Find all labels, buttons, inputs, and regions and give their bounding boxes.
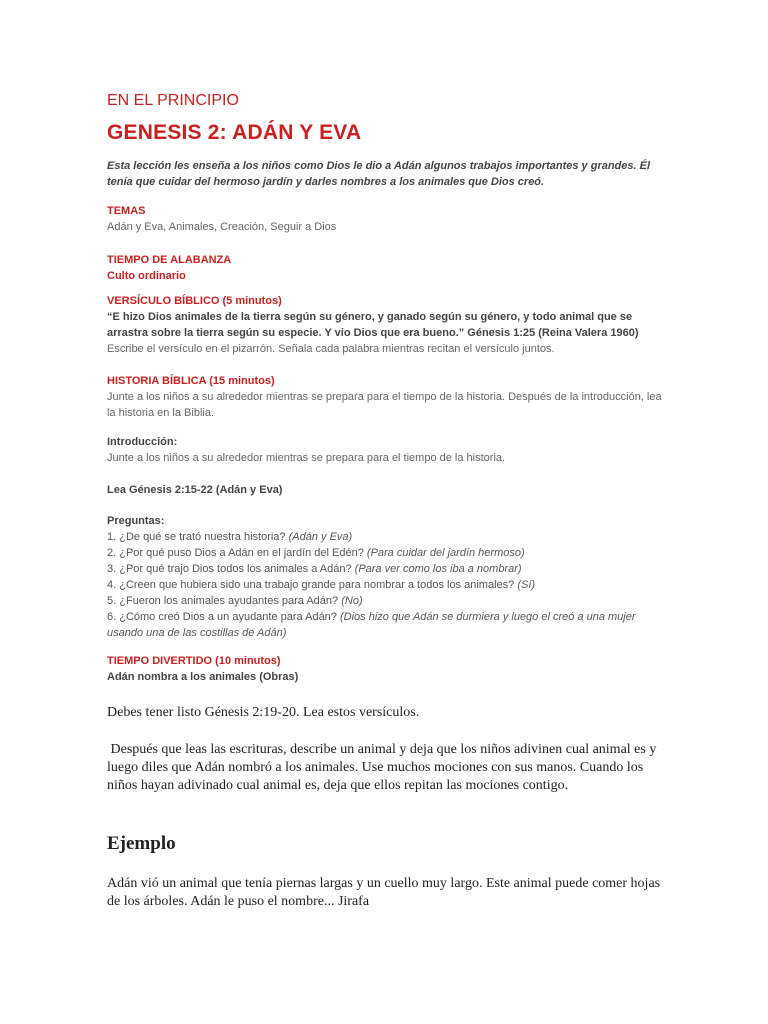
versiculo-verse: “E hizo Dios animales de la tierra según su género, y ganado según su género, y todo animal que se arrastra sobre la tierra según su especie. Y vio Dios que era bueno.” Génesis 1:25 (Reina Valera 1960) (107, 311, 639, 339)
question-item: 1. ¿De qué se trató nuestra historia? (Adán y Eva) (107, 531, 353, 543)
temas-heading: TEMAS (107, 205, 146, 217)
question-list (107, 529, 667, 641)
historia-text: Junte a los niños a su alrededor mientras se prepara para el tiempo de la historia. Después de la introducción, lea la historia en la Biblia. (107, 391, 662, 419)
question-answer: (Sí) (517, 579, 536, 591)
divertido-heading: TIEMPO DIVERTIDO (10 minutos) (107, 655, 281, 667)
alabanza-heading: TIEMPO DE ALABANZA (107, 254, 232, 266)
question-answer: (Dios hizo que Adán se durmiera y luego el creó a una mujer usando una de las costillas de Adán) (107, 611, 636, 639)
section-historia (107, 373, 667, 421)
section-introduccion (107, 434, 667, 466)
series-kicker: EN EL PRINCIPIO (107, 92, 239, 109)
historia-heading: HISTORIA BÍBLICA (15 minutos) (107, 375, 275, 387)
question-answer: (Adán y Eva) (288, 531, 353, 543)
section-lea (107, 482, 667, 498)
ejemplo-text: Adán vió un animal que tenía piernas largas y un cuello muy largo. Este animal puede comer hojas de los árboles. Adán le puso el nombre... Jirafa (107, 876, 661, 909)
section-divertido (107, 653, 667, 685)
question-answer: (Para cuidar del jardín hermoso) (366, 547, 525, 559)
section-alabanza (107, 252, 667, 284)
question-item: 6. ¿Cómo creó Dios a un ayudante para Adán? (Dios hizo que Adán se durmiera y luego el creó a una mujer usando una de las costillas de Adán) (107, 611, 636, 639)
versiculo-heading: VERSÍCULO BÍBLICO (5 minutos) (107, 295, 282, 307)
lesson-title: GENESIS 2: ADÁN Y EVA (107, 121, 362, 144)
alabanza-sub: Culto ordinario (107, 270, 186, 282)
temas-text: Adán y Eva, Animales, Creación, Seguir a Dios (107, 221, 337, 233)
section-preguntas (107, 513, 667, 641)
lesson-intro: Esta lección les enseña a los niños como Dios le dio a Adán algunos trabajos importantes y grandes. Él tenía que cuidar del hermoso jardín y darles nombres a los animales que Dios creó. (107, 160, 651, 188)
preguntas-heading: Preguntas: (107, 515, 165, 527)
section-temas (107, 203, 667, 235)
introduccion-heading: Introducción: (107, 436, 178, 448)
body-paragraph-2: Después que leas las escrituras, describe un animal y deja que los niños adivinen cual animal es y luego diles que Adán nombró a los animales. Use muchos mociones con sus manos. Cuando los niños hayan adivinado cual animal es, deja que ellos repitan las mociones contigo. (107, 742, 660, 793)
question-item: 4. ¿Creen que hubiera sido una trabajo grande para nombrar a todos los animales? (Sí) (107, 579, 536, 591)
body-paragraph-1: Debes tener listo Génesis 2:19-20. Lea estos versículos. (107, 705, 420, 720)
ejemplo-heading: Ejemplo (107, 833, 176, 854)
question-item: 2. ¿Por qué puso Dios a Adán en el jardín del Edén? (Para cuidar del jardín hermoso) (107, 547, 525, 559)
question-answer: (Para ver como los iba a nombrar) (354, 563, 522, 575)
question-item: 5. ¿Fueron los animales ayudantes para Adán? (No) (107, 595, 363, 607)
section-versiculo (107, 293, 667, 357)
introduccion-text: Junte a los niños a su alrededor mientras se prepara para el tiempo de la historia. (107, 452, 506, 464)
versiculo-instruction: Escribe el versículo en el pizarrón. Señala cada palabra mientras recitan el versículo juntos. (107, 343, 555, 355)
lea-reference: Lea Génesis 2:15-22 (Adán y Eva) (107, 484, 283, 496)
question-answer: (No) (341, 595, 363, 607)
question-item: 3. ¿Por qué trajo Dios todos los animales a Adán? (Para ver como los iba a nombrar) (107, 563, 522, 575)
divertido-sub: Adán nombra a los animales (Obras) (107, 671, 299, 683)
